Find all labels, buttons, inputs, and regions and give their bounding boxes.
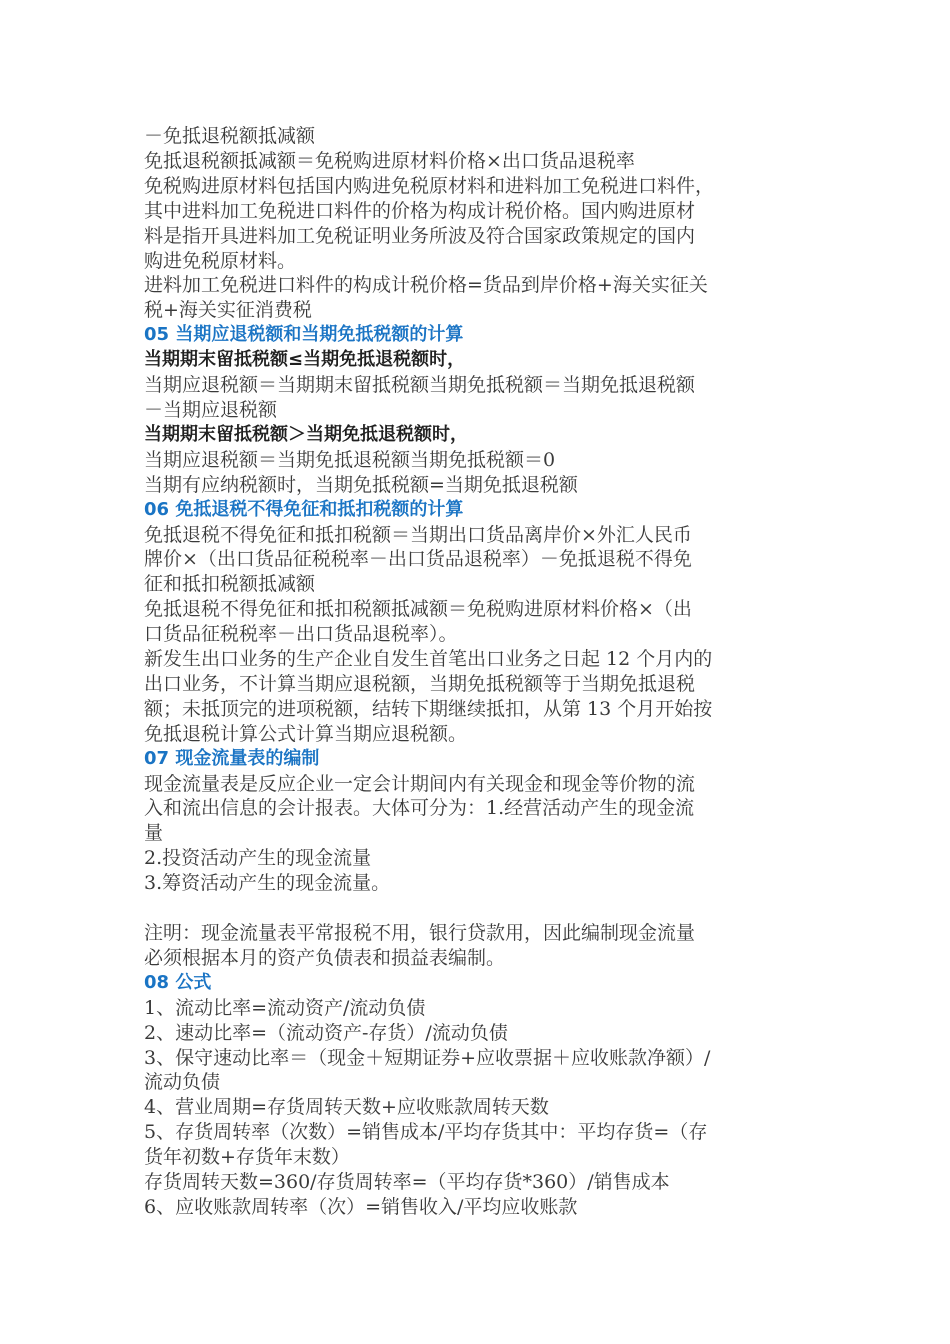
text-line: 1、流动比率=流动资产/流动负债 [144, 996, 426, 1019]
text-line: 量 [144, 822, 164, 845]
bold-condition-line: 当期期末留抵税额≤当期免抵退税额时， [144, 349, 466, 371]
blank-line [144, 896, 804, 921]
document-page [144, 124, 804, 1220]
text-line: 现金流量表是反应企业一定会计期间内有关现金和现金等价物的流 [144, 772, 696, 795]
text-line: 6、应收账款周转率（次）=销售收入/平均应收账款 [144, 1195, 578, 1218]
text-line: 4、营业周期=存货周转天数+应收账款周转天数 [144, 1096, 549, 1119]
text-line: －当期应退税额 [144, 398, 278, 421]
text-line: 免税购进原材料包括国内购进免税原材料和进料加工免税进口料件， [144, 174, 715, 197]
text-line: 口货品征税税率－出口货品退税率）。 [144, 623, 458, 646]
text-line: 当期应退税额＝当期期末留抵税额当期免抵税额＝当期免抵退税额 [144, 374, 696, 397]
text-line: 牌价×（出口货品征税税率－出口货品退税率）－免抵退税不得免 [144, 548, 692, 571]
text-line: 额；未抵顶完的进项税额，结转下期继续抵扣，从第 13 个月开始按 [144, 697, 713, 720]
text-line: 存货周转天数=360/存货周转率=（平均存货*360）/销售成本 [144, 1171, 670, 1194]
text-line: 2、速动比率=（流动资产-存货）/流动负债 [144, 1021, 508, 1044]
text-line: 3.筹资活动产生的现金流量。 [144, 872, 391, 895]
text-line: 流动负债 [144, 1071, 221, 1094]
text-line: 当期应退税额＝当期免抵退税额当期免抵税额＝0 [144, 448, 556, 471]
section-heading: 08 公式 [144, 971, 212, 993]
section-heading: 05 当期应退税额和当期免抵税额的计算 [144, 324, 464, 346]
text-line: 当期有应纳税额时，当期免抵税额=当期免抵退税额 [144, 473, 578, 496]
text-line: 征和抵扣税额抵减额 [144, 573, 316, 596]
text-line: 购进免税原材料。 [144, 249, 297, 272]
text-line: 3、保守速动比率＝（现金＋短期证券+应收票据＋应收账款净额）/ [144, 1046, 711, 1069]
text-line: 2.投资活动产生的现金流量 [144, 847, 372, 870]
text-line: 免抵退税不得免征和抵扣税额＝当期出口货品离岸价×外汇人民币 [144, 523, 692, 546]
text-line: 料是指开具进料加工免税证明业务所波及符合国家政策规定的国内 [144, 224, 696, 247]
text-line: 免抵退税计算公式计算当期应退税额。 [144, 722, 468, 745]
text-line: 免抵退税额抵减额＝免税购进原材料价格×出口货品退税率 [144, 149, 635, 172]
bold-condition-line: 当期期末留抵税额＞当期免抵退税额时， [144, 423, 468, 445]
text-line: 新发生出口业务的生产企业自发生首笔出口业务之日起 12 个月内的 [144, 648, 713, 671]
text-line: 货年初数+存货年末数） [144, 1146, 350, 1169]
text-line: 免抵退税不得免征和抵扣税额抵减额＝免税购进原材料价格×（出 [144, 598, 692, 621]
text-line: 入和流出信息的会计报表。大体可分为：1.经营活动产生的现金流 [144, 797, 695, 820]
text-line: 进料加工免税进口料件的构成计税价格=货品到岸价格+海关实征关 [144, 274, 708, 297]
text-line: 出口业务，不计算当期应退税额，当期免抵税额等于当期免抵退税 [144, 672, 696, 695]
text-line: 注明：现金流量表平常报税不用，银行贷款用，因此编制现金流量 [144, 921, 696, 944]
section-heading: 06 免抵退税不得免征和抵扣税额的计算 [144, 498, 464, 520]
text-line: －免抵退税额抵减额 [144, 125, 316, 147]
text-line: 必须根据本月的资产负债表和损益表编制。 [144, 946, 506, 969]
text-line: 5、存货周转率（次数）=销售成本/平均存货其中：平均存货=（存 [144, 1121, 708, 1144]
text-line: 其中进料加工免税进口料件的价格为构成计税价格。国内购进原材 [144, 199, 696, 222]
section-heading: 07 现金流量表的编制 [144, 747, 320, 769]
text-line: 税+海关实征消费税 [144, 299, 312, 322]
